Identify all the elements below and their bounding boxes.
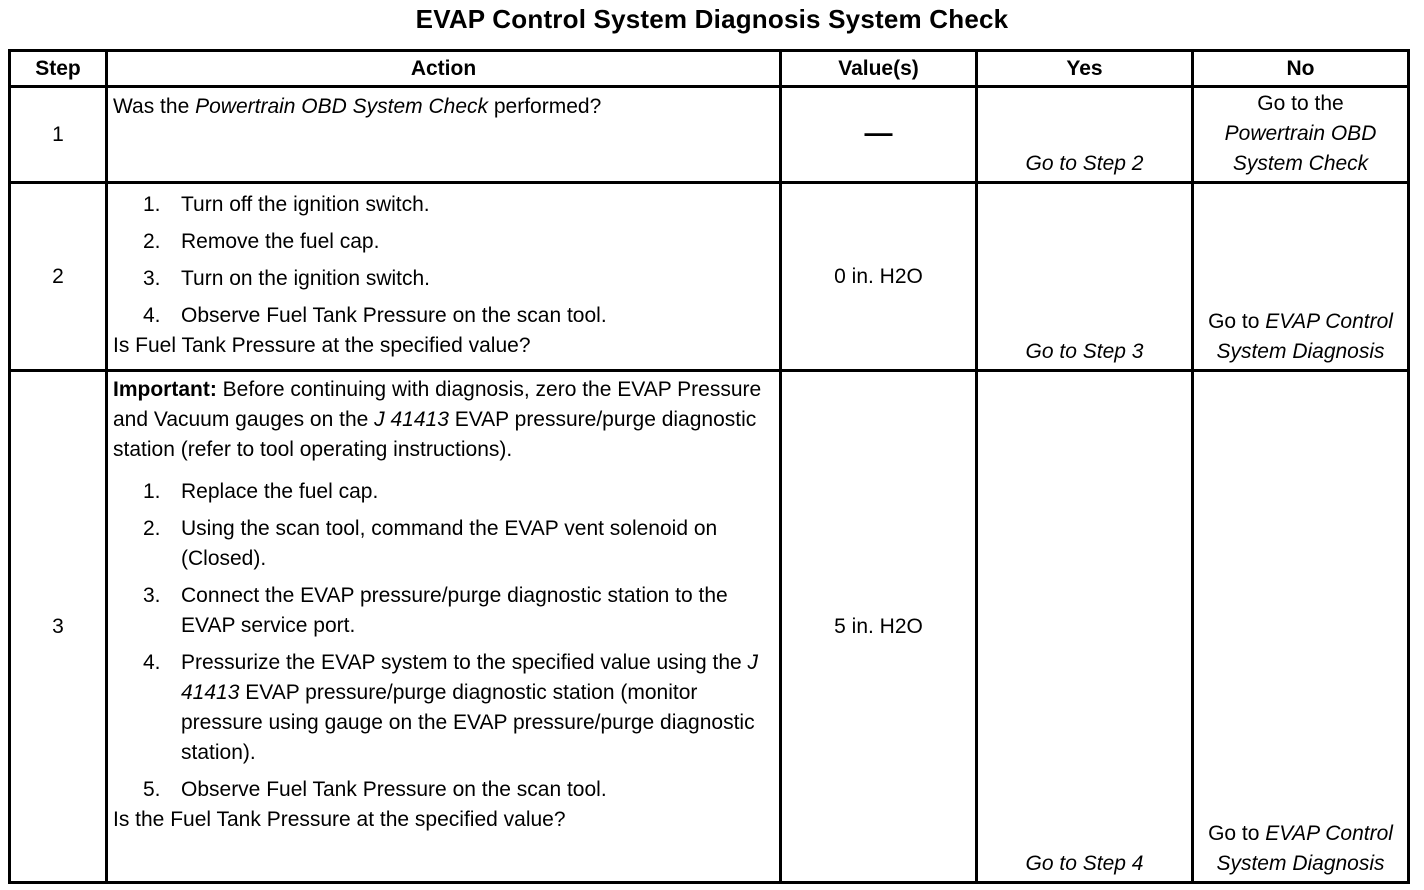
substep-item [143,514,773,574]
value-cell: 0 in. H2O [781,183,977,371]
substep-item [143,264,773,294]
value-cell [781,87,977,183]
diagnosis-table [8,49,1410,884]
header-action: Action [107,51,781,87]
important-text: Before continuing with diagnosis, zero the EVAP Pressure and Vacuum gauges on the [113,378,762,431]
page-title: EVAP Control System Diagnosis System Check [415,4,1009,34]
no-link[interactable]: Powertrain OBD System Check [1224,122,1377,175]
substep-item [143,227,773,257]
important-text: EVAP pressure/purge diagnostic station (refer to tool operating instructions). [113,408,757,461]
no-prefix: Go to the [1257,92,1344,115]
no-prefix: Go to [1208,310,1260,333]
step-number: 3 [10,371,107,883]
substep-item [143,301,773,331]
value-dash: — [864,117,893,148]
check-question: Is Fuel Tank Pressure at the specified value? [113,334,531,357]
substep-number: 1. [143,193,161,216]
step-number: 2 [10,183,107,371]
substep-number: 1. [143,480,161,503]
substep-number: 3. [143,267,161,290]
no-link[interactable]: EVAP Control System Diagnosis [1216,310,1393,363]
important-note [113,375,773,465]
no-link[interactable]: EVAP Control System Diagnosis [1216,822,1393,875]
substep-number: 2. [143,517,161,540]
substep-number: 2. [143,230,161,253]
header-values: Value(s) [781,51,977,87]
substep-text: Observe Fuel Tank Pressure on the scan tool. [181,304,607,327]
substep-text: Turn on the ignition switch. [181,267,431,290]
substep-text: Using the scan tool, command the EVAP vent solenoid on (Closed). [181,517,718,570]
action-cell [107,87,781,183]
substep-list [113,477,773,805]
step-number: 1 [10,87,107,183]
substep-item [143,190,773,220]
value-cell: 5 in. H2O [781,371,977,883]
substep-number: 4. [143,651,161,674]
action-text: performed? [488,95,602,118]
substep-item [143,581,773,641]
yes-link[interactable]: Go to Step 4 [1025,852,1144,875]
header-step: Step [10,51,107,87]
table-row [10,371,1409,883]
substep-number: 5. [143,778,161,801]
header-row [10,51,1409,87]
action-reference: Powertrain OBD System Check [195,95,489,118]
tool-number: J 41413 [374,408,449,431]
no-cell [1193,371,1409,883]
substep-number: 4. [143,304,161,327]
tool-number: J 41413 [181,651,759,704]
action-text: Was the [113,95,196,118]
table-row [10,183,1409,371]
yes-link[interactable]: Go to Step 3 [1025,340,1144,363]
substep-text: Remove the fuel cap. [181,230,380,253]
yes-cell [977,87,1193,183]
header-yes: Yes [977,51,1193,87]
important-label: Important: [113,378,217,401]
substep-number: 3. [143,584,161,607]
substep-text: Replace the fuel cap. [181,480,379,503]
substep-item [143,775,773,805]
yes-cell [977,371,1193,883]
substep-text: EVAP pressure/purge diagnostic station (monitor pressure using gauge on the EVAP pressure/purge diagnostic station). [181,681,755,764]
substep-item [143,477,773,507]
no-prefix: Go to [1208,822,1260,845]
action-cell [107,183,781,371]
no-cell [1193,183,1409,371]
substep-text: Observe Fuel Tank Pressure on the scan tool. [181,778,607,801]
substep-text: Pressurize the EVAP system to the specified value using the [181,651,748,674]
substep-text: Turn off the ignition switch. [181,193,430,216]
check-question: Is the Fuel Tank Pressure at the specified value? [113,808,566,831]
substep-text: Connect the EVAP pressure/purge diagnostic station to the EVAP service port. [181,584,728,637]
yes-cell [977,183,1193,371]
header-no: No [1193,51,1409,87]
table-row [10,87,1409,183]
substep-list [113,190,773,331]
substep-item [143,648,773,768]
action-cell [107,371,781,883]
no-cell [1193,87,1409,183]
yes-link[interactable]: Go to Step 2 [1025,152,1144,175]
